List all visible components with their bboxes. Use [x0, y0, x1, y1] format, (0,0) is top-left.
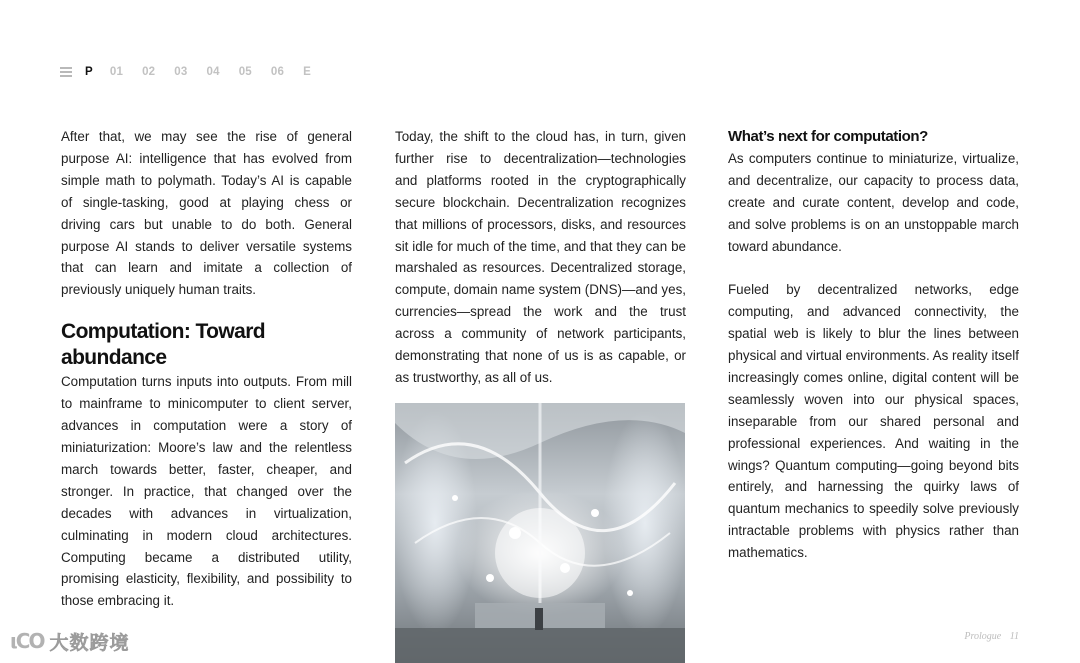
- paragraph-abundance: As computers continue to miniaturize, virtualize, and decentralize, our capacity to process data, create and curate content, develop and code, and solve problems is on an unstoppable march toward abundance.: [728, 150, 1019, 254]
- watermark-text: 大数跨境: [49, 632, 130, 654]
- column-left: [61, 126, 352, 612]
- column-right: [728, 126, 1019, 564]
- nav-item-epilogue[interactable]: E: [303, 66, 311, 78]
- paragraph-decentralization: Today, the shift to the cloud has, in turn, given further rise to decentralization—technologies and platforms rooted in the cryptographically secure blockchain. Decentralization recognizes that millions of processors, disks, and resources sit idle for much of the time, and that they can be marshaled as resources. Decentralized storage, compute, domain name system (DNS)—and yes, currencies—spread the work and the trust across a community of network participants, demonstrating that none of us is as capable, or as trustworthy, as all of us.: [395, 129, 686, 385]
- nav-item-01[interactable]: 01: [109, 66, 124, 78]
- section-nav: [60, 64, 330, 80]
- paragraph-spatial-web: Fueled by decentralized networks, edge computing, and advanced connectivity, the spatial web is likely to blur the lines between physical and virtual environments. As reality itself increasingly comes online, digital content will be seamlessly woven into our physical spaces, inseparable from our shared personal and professional experiences. And waiting in the wings? Quantum computing—going beyond bits entirely, and harnessing the quirky laws of quantum mechanics to speedily solve previously intractable problems with physics rather than mathematics.: [728, 282, 1020, 561]
- nav-item-04[interactable]: 04: [206, 66, 220, 78]
- nav-item-prologue[interactable]: P: [85, 66, 93, 78]
- nav-item-02[interactable]: 02: [142, 66, 156, 78]
- nav-item-05[interactable]: 05: [238, 66, 252, 78]
- hamburger-icon[interactable]: [60, 67, 72, 77]
- nav-item-06[interactable]: 06: [270, 66, 285, 78]
- column-middle: [395, 126, 686, 389]
- paragraph-general-ai: After that, we may see the rise of general purpose AI: intelligence that has evolved from simple math to polymath. Today’s AI is capable of single-tasking, good at playing chess or driving cars but unable to do both. General purpose AI stands to deliver versatile systems that can learn and imitate a collection of previously uniquely human traits.: [61, 129, 352, 298]
- image-artwork: [395, 403, 685, 663]
- footer-section: Prologue: [964, 631, 1002, 642]
- heading-whats-next: What’s next for computation?: [728, 128, 928, 145]
- abstract-glass-image: [395, 403, 685, 663]
- heading-computation: Computation: Toward abundance: [61, 320, 266, 370]
- paragraph-computation: Computation turns inputs into outputs. From mill to mainframe to minicomputer to client server, advances in computation were a story of miniaturization: Moore’s law and the relentless march towards better, faster, cheaper, and stronger. In practice, that changed over the decades with advances in virtualization, culminating in modern cloud architectures. Computing became a distributed utility, promising elasticity, flexibility, and possibility to those embracing it.: [61, 374, 352, 609]
- watermark-logo: [10, 626, 130, 656]
- page-footer: [958, 631, 1019, 642]
- nav-item-03[interactable]: 03: [174, 66, 188, 78]
- page-number: 11: [1009, 631, 1019, 642]
- watermark-mark: ιCO: [10, 629, 44, 653]
